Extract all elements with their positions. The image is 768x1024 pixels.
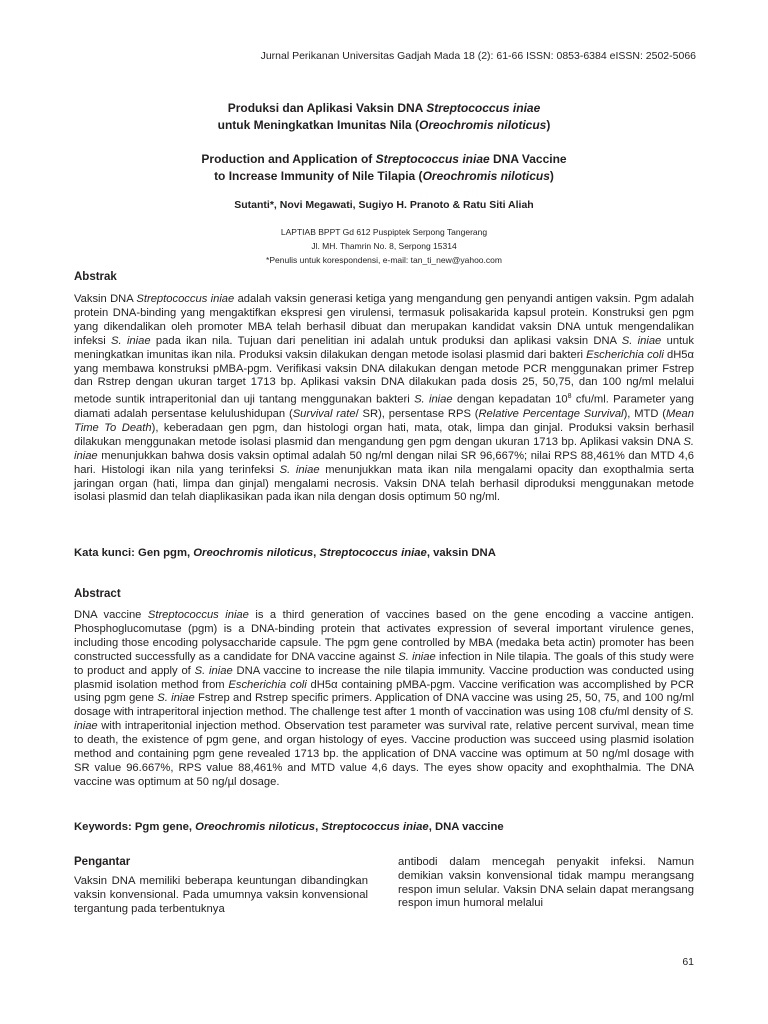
pengantar-heading: Pengantar <box>74 856 131 868</box>
title-english: Production and Application of Streptococcus iniae DNA Vaccine to Increase Immunity of Nile Tilapia (Oreochromis niloticus) <box>201 152 567 183</box>
affiliation: LAPTIAB BPPT Gd 612 Puspiptek Serpong Tangerang Jl. MH. Thamrin No. 8, Serpong 15314 *Penulis untuk korespondensi, e-mail: tan_ti_new@yahoo.com <box>266 227 502 265</box>
keywords: Keywords: Pgm gene, Oreochromis niloticus, Streptococcus iniae, DNA vaccine <box>74 821 504 833</box>
kata-kunci: Kata kunci: Gen pgm, Oreochromis niloticus, Streptococcus iniae, vaksin DNA <box>74 547 496 559</box>
page-number: 61 <box>682 956 694 968</box>
author-list: Sutanti*, Novi Megawati, Sugiyo H. Pranoto & Ratu Siti Aliah <box>234 199 534 211</box>
abstrak-heading: Abstrak <box>74 271 117 283</box>
journal-header: Jurnal Perikanan Universitas Gadjah Mada 18 (2): 61-66 ISSN: 0853-6384 eISSN: 2502-5066 <box>260 50 696 62</box>
abstrak-body: Vaksin DNA Streptococcus iniae adalah vaksin generasi ketiga yang mengandung gen penyandi antigen vaksin. Pgm adalah protein DNA-binding yang mengaktifkan ekspresi gen virulensi, termasuk polisakarida kapsul protein. Konstruksi gen pgm yang dikendalikan oleh promoter MBA telah berhasil dibuat dan merupakan kandidat vaksin DNA untuk mengendalikan infeksi S. iniae pada ikan nila. Tujuan dari penelitian ini adalah untuk produksi dan aplikasi vaksin DNA S. iniae untuk meningkatkan imunitas ikan nila. Produksi vaksin dilakukan dengan metode isolasi plasmid dari bakteri Escherichia coli dH5α yang membawa konstruksi pMBA-pgm. Verifikasi vaksin DNA dilakukan dengan metode PCR menggunakan primer Fstrep dan Rstrep dengan ukuran target 1713 bp. Aplikasi vaksin DNA dilakukan pada dosis 25, 50,75, dan 100 ng/ml melalui metode suntik intraperitonial dan uji tantang menggunakan bakteri S. iniae dengan kepadatan $10^8$ cfu/ml. Parameter yang diamati adalah persentase kelulushidupan (Survival rate/ SR), persentase RPS (Relative Percentage Survival), MTD (Mean Time To Death), keberadaan gen pgm, dan histologi organ hati, mata, otak, limpa dan ginjal. Produksi vaksin berhasil dilakukan menggunakan metode isolasi plasmid dan mengandung gen pgm dengan ukuran 1713 bp. Aplikasi vaksin DNA S. iniae menunjukkan bahwa dosis vaksin optimal adalah 50 ng/ml dengan nilai SR 96,667%; nilai RPS 88,461% dan MTD 4,6 hari. Histologi ikan nila yang terinfeksi S. iniae menunjukkan mata ikan nila mengalami opacity dan exopthalmia serta jaringan organ (hati, limpa dan ginjal) mengalami necrosis. Vaksin DNA telah berhasil diproduksi menggunakan metode isolasi plasmid dan telah diaplikasikan pada ikan nila dengan dosis optimum 50 ng/ml. <box>74 293 695 504</box>
abstract-body: DNA vaccine Streptococcus iniae is a third generation of vaccines based on the gene encoding a vaccine antigen. Phosphoglucomutase (pgm) is a DNA-binding protein that activates expression of several important virulence genes, including those encoding polysaccharide capsule. The pgm gene controlled by MBA (medaka beta actin) promoter has been constructed successfully as a candidate for DNA vaccine against S. iniae infection in Nile tilapia. The goals of this study were to product and apply of S. iniae DNA vaccine to increase the nile tilapia immunity. Vaccine production was conducted using plasmid isolation method from Escherichia coli dH5α containing pMBA-pgm. Vaccine verification was accomplished by PCR using pgm gene S. iniae Fstrep and Rstrep specific primers. Application of DNA vaccine was using 25, 50, 75, and 100 ng/ml dosage with intraperitoral injection method. The challenge test after 1 month of vaccination was using 108 cfu/ml density of S. iniae with intraperitonial injection method. Observation test parameter was survival rate, relative percent survival, mean time to death, the existence of pgm gene, and organ histology of eyes. Vaccine production was succeed using plasmid isolation method and containing pgm gene revealed 1713 bp. the application of DNA vaccine was optimum at 50 ng/ml dosage with SR value 96.667%, RPS value 88,461% and MTD value 4,6 days. The eyes show opacity and exophthalmia. The DNA vaccine was optimum at 50 ng/µl dosage. <box>74 609 694 788</box>
title-indonesian: Produksi dan Aplikasi Vaksin DNA Streptococcus iniae untuk Meningkatkan Imunitas Nila (Oreochromis niloticus) <box>217 101 551 132</box>
pengantar-left-column: Vaksin DNA memiliki beberapa keuntungan dibandingkan vaksin konvensional. Pada umumnya vaksin konvensional tergantung pada terbentuknya <box>74 875 368 915</box>
abstract-heading: Abstract <box>74 588 121 600</box>
pengantar-right-column: antibodi dalam mencegah penyakit infeksi. Namun demikian vaksin konvensional tidak mampu merangsang respon imun selular. Vaksin DNA selain dapat merangsang respon imun humoral melalui <box>398 856 694 910</box>
